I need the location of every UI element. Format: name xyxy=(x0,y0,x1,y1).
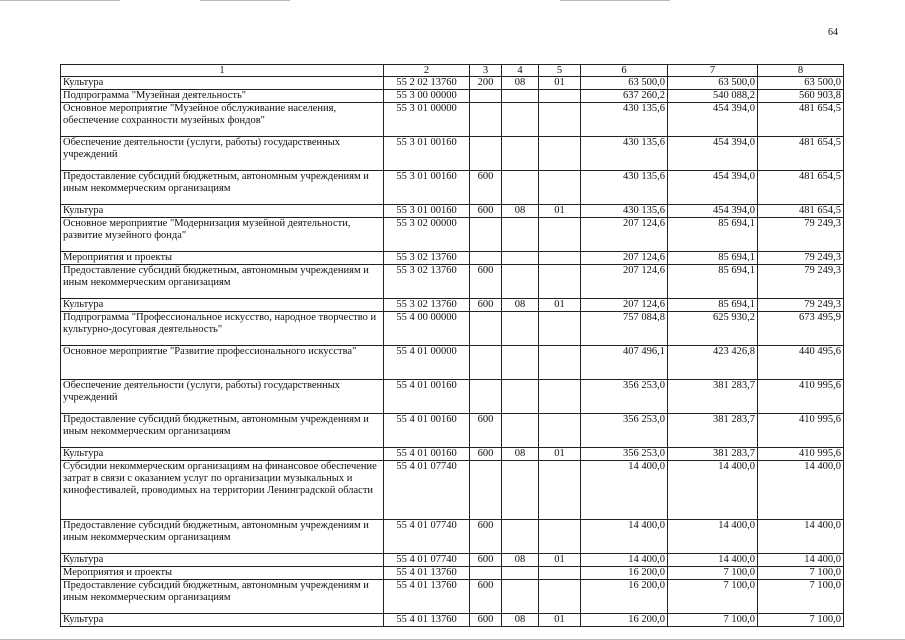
col-header: 2 xyxy=(384,65,470,77)
table-row xyxy=(61,346,844,380)
table-row xyxy=(61,448,844,461)
row-subsection xyxy=(539,312,581,346)
row-value-6: 63 500,0 xyxy=(581,77,668,90)
row-code: 55 3 00 00000 xyxy=(384,90,470,103)
row-type-code xyxy=(470,380,502,414)
table-row xyxy=(61,77,844,90)
table-row xyxy=(61,299,844,312)
row-value-7: 85 694,1 xyxy=(668,265,758,299)
table-row xyxy=(61,137,844,171)
row-type-code xyxy=(470,567,502,580)
row-code: 55 3 02 00000 xyxy=(384,218,470,252)
row-code: 55 4 01 00160 xyxy=(384,380,470,414)
row-value-7: 7 100,0 xyxy=(668,567,758,580)
row-code: 55 4 01 13760 xyxy=(384,580,470,614)
row-value-6: 757 084,8 xyxy=(581,312,668,346)
row-subsection xyxy=(539,520,581,554)
row-section xyxy=(502,265,539,299)
row-value-6: 356 253,0 xyxy=(581,448,668,461)
row-value-8: 481 654,5 xyxy=(758,103,844,137)
row-subsection xyxy=(539,171,581,205)
table-row xyxy=(61,90,844,103)
row-name: Предоставление субсидий бюджетным, автономным учреждениям и иным некоммерческим организациям xyxy=(61,414,384,448)
row-section xyxy=(502,312,539,346)
row-value-7: 540 088,2 xyxy=(668,90,758,103)
row-value-7: 381 283,7 xyxy=(668,414,758,448)
row-subsection xyxy=(539,380,581,414)
row-section: 08 xyxy=(502,554,539,567)
table-row xyxy=(61,265,844,299)
row-value-8: 14 400,0 xyxy=(758,520,844,554)
table-row xyxy=(61,520,844,554)
row-value-8: 14 400,0 xyxy=(758,554,844,567)
row-section xyxy=(502,90,539,103)
row-value-7: 85 694,1 xyxy=(668,299,758,312)
table-row xyxy=(61,312,844,346)
row-name: Культура xyxy=(61,205,384,218)
row-code: 55 4 00 00000 xyxy=(384,312,470,346)
row-section xyxy=(502,171,539,205)
row-value-6: 207 124,6 xyxy=(581,299,668,312)
row-section: 08 xyxy=(502,77,539,90)
row-subsection xyxy=(539,461,581,520)
row-name: Культура xyxy=(61,614,384,627)
row-name: Субсидии некоммерческим организациям на финансовое обеспечение затрат в связи с оказанием услуг по организации музыкальных и кинофестивалей, проводимых на территории Ленинградской области xyxy=(61,461,384,520)
row-value-8: 410 995,6 xyxy=(758,414,844,448)
row-code: 55 3 01 00000 xyxy=(384,103,470,137)
row-value-7: 454 394,0 xyxy=(668,137,758,171)
row-name: Подпрограмма "Профессиональное искусство, народное творчество и культурно-досуговая деятельность" xyxy=(61,312,384,346)
row-value-6: 16 200,0 xyxy=(581,614,668,627)
row-type-code: 600 xyxy=(470,554,502,567)
row-name: Обеспечение деятельности (услуги, работы) государственных учреждений xyxy=(61,380,384,414)
row-type-code: 200 xyxy=(470,77,502,90)
scan-edge-line xyxy=(200,0,290,1)
row-type-code: 600 xyxy=(470,265,502,299)
scan-edge-line xyxy=(560,0,670,1)
row-name: Подпрограмма "Музейная деятельность" xyxy=(61,90,384,103)
row-subsection: 01 xyxy=(539,77,581,90)
row-value-6: 207 124,6 xyxy=(581,265,668,299)
row-value-6: 16 200,0 xyxy=(581,580,668,614)
row-value-8: 14 400,0 xyxy=(758,461,844,520)
table-row xyxy=(61,218,844,252)
row-name: Культура xyxy=(61,554,384,567)
row-type-code: 600 xyxy=(470,171,502,205)
row-value-7: 14 400,0 xyxy=(668,461,758,520)
row-subsection xyxy=(539,90,581,103)
row-value-6: 14 400,0 xyxy=(581,554,668,567)
row-value-6: 356 253,0 xyxy=(581,380,668,414)
row-type-code xyxy=(470,461,502,520)
table-row xyxy=(61,461,844,520)
col-header: 4 xyxy=(502,65,539,77)
row-section xyxy=(502,567,539,580)
row-value-6: 14 400,0 xyxy=(581,461,668,520)
table-row xyxy=(61,614,844,627)
row-value-7: 85 694,1 xyxy=(668,218,758,252)
row-value-8: 63 500,0 xyxy=(758,77,844,90)
page-number: 64 xyxy=(828,27,838,38)
row-name: Культура xyxy=(61,77,384,90)
header-row xyxy=(61,65,844,77)
row-name: Предоставление субсидий бюджетным, автономным учреждениям и иным некоммерческим организациям xyxy=(61,171,384,205)
row-subsection xyxy=(539,580,581,614)
row-value-7: 63 500,0 xyxy=(668,77,758,90)
col-header: 8 xyxy=(758,65,844,77)
row-value-7: 14 400,0 xyxy=(668,554,758,567)
row-value-8: 7 100,0 xyxy=(758,614,844,627)
row-name: Культура xyxy=(61,448,384,461)
row-name: Основное мероприятие "Музейное обслуживание населения, обеспечение сохранности музейных фондов" xyxy=(61,103,384,137)
row-name: Основное мероприятие "Модернизация музейной деятельности, развитие музейного фонда" xyxy=(61,218,384,252)
row-value-6: 16 200,0 xyxy=(581,567,668,580)
row-subsection xyxy=(539,346,581,380)
row-code: 55 4 01 00160 xyxy=(384,448,470,461)
row-code: 55 4 01 00000 xyxy=(384,346,470,380)
row-value-6: 356 253,0 xyxy=(581,414,668,448)
row-subsection: 01 xyxy=(539,614,581,627)
row-value-7: 7 100,0 xyxy=(668,614,758,627)
row-type-code xyxy=(470,137,502,171)
row-subsection xyxy=(539,252,581,265)
row-subsection xyxy=(539,218,581,252)
row-section xyxy=(502,346,539,380)
row-value-7: 454 394,0 xyxy=(668,171,758,205)
row-code: 55 4 01 00160 xyxy=(384,414,470,448)
row-value-8: 481 654,5 xyxy=(758,171,844,205)
row-value-7: 381 283,7 xyxy=(668,448,758,461)
col-header: 7 xyxy=(668,65,758,77)
row-type-code: 600 xyxy=(470,580,502,614)
col-header: 3 xyxy=(470,65,502,77)
row-name: Предоставление субсидий бюджетным, автономным учреждениям и иным некоммерческим организациям xyxy=(61,265,384,299)
table-row xyxy=(61,580,844,614)
row-value-8: 79 249,3 xyxy=(758,252,844,265)
row-section xyxy=(502,380,539,414)
row-code: 55 4 01 07740 xyxy=(384,520,470,554)
row-value-8: 440 495,6 xyxy=(758,346,844,380)
row-value-8: 7 100,0 xyxy=(758,580,844,614)
row-code: 55 4 01 13760 xyxy=(384,567,470,580)
row-type-code: 600 xyxy=(470,448,502,461)
row-value-7: 381 283,7 xyxy=(668,380,758,414)
row-name: Предоставление субсидий бюджетным, автономным учреждениям и иным некоммерческим организациям xyxy=(61,580,384,614)
row-value-6: 430 135,6 xyxy=(581,137,668,171)
row-value-8: 410 995,6 xyxy=(758,448,844,461)
row-value-7: 423 426,8 xyxy=(668,346,758,380)
row-value-8: 481 654,5 xyxy=(758,205,844,218)
row-value-6: 407 496,1 xyxy=(581,346,668,380)
row-code: 55 4 01 13760 xyxy=(384,614,470,627)
row-value-8: 79 249,3 xyxy=(758,218,844,252)
table-body xyxy=(61,77,844,627)
row-type-code: 600 xyxy=(470,614,502,627)
row-code: 55 4 01 07740 xyxy=(384,461,470,520)
row-value-8: 673 495,9 xyxy=(758,312,844,346)
row-subsection xyxy=(539,137,581,171)
row-type-code: 600 xyxy=(470,414,502,448)
col-header: 5 xyxy=(539,65,581,77)
row-name: Культура xyxy=(61,299,384,312)
row-code: 55 3 02 13760 xyxy=(384,252,470,265)
row-subsection: 01 xyxy=(539,554,581,567)
row-subsection xyxy=(539,265,581,299)
row-section: 08 xyxy=(502,299,539,312)
row-name: Мероприятия и проекты xyxy=(61,252,384,265)
row-section xyxy=(502,218,539,252)
row-section xyxy=(502,103,539,137)
row-value-7: 625 930,2 xyxy=(668,312,758,346)
row-type-code xyxy=(470,90,502,103)
row-type-code: 600 xyxy=(470,299,502,312)
table-row xyxy=(61,103,844,137)
row-code: 55 3 01 00160 xyxy=(384,171,470,205)
row-code: 55 3 02 13760 xyxy=(384,265,470,299)
row-value-7: 454 394,0 xyxy=(668,205,758,218)
row-section xyxy=(502,414,539,448)
row-value-6: 430 135,6 xyxy=(581,103,668,137)
row-subsection: 01 xyxy=(539,299,581,312)
table-row xyxy=(61,171,844,205)
table-row xyxy=(61,380,844,414)
row-subsection: 01 xyxy=(539,448,581,461)
row-section: 08 xyxy=(502,448,539,461)
row-type-code xyxy=(470,312,502,346)
row-code: 55 3 01 00160 xyxy=(384,205,470,218)
row-type-code xyxy=(470,218,502,252)
row-type-code: 600 xyxy=(470,205,502,218)
row-value-6: 430 135,6 xyxy=(581,205,668,218)
row-value-7: 7 100,0 xyxy=(668,580,758,614)
row-code: 55 2 02 13760 xyxy=(384,77,470,90)
row-code: 55 3 01 00160 xyxy=(384,137,470,171)
row-value-7: 454 394,0 xyxy=(668,103,758,137)
row-code: 55 3 02 13760 xyxy=(384,299,470,312)
row-section xyxy=(502,252,539,265)
row-type-code: 600 xyxy=(470,520,502,554)
row-name: Основное мероприятие "Развитие профессионального искусства" xyxy=(61,346,384,380)
row-value-6: 430 135,6 xyxy=(581,171,668,205)
row-type-code xyxy=(470,252,502,265)
row-subsection xyxy=(539,567,581,580)
row-value-8: 7 100,0 xyxy=(758,567,844,580)
row-value-6: 207 124,6 xyxy=(581,252,668,265)
row-section xyxy=(502,137,539,171)
row-value-6: 637 260,2 xyxy=(581,90,668,103)
row-value-7: 14 400,0 xyxy=(668,520,758,554)
row-type-code xyxy=(470,346,502,380)
scan-edge-line xyxy=(0,0,120,1)
table-row xyxy=(61,252,844,265)
row-subsection xyxy=(539,414,581,448)
row-value-8: 79 249,3 xyxy=(758,265,844,299)
row-subsection: 01 xyxy=(539,205,581,218)
col-header: 1 xyxy=(61,65,384,77)
row-value-8: 410 995,6 xyxy=(758,380,844,414)
row-subsection xyxy=(539,103,581,137)
col-header: 6 xyxy=(581,65,668,77)
row-section xyxy=(502,461,539,520)
table-row xyxy=(61,554,844,567)
row-section: 08 xyxy=(502,614,539,627)
row-section xyxy=(502,520,539,554)
row-value-8: 560 903,8 xyxy=(758,90,844,103)
row-code: 55 4 01 07740 xyxy=(384,554,470,567)
table-row xyxy=(61,205,844,218)
table-row xyxy=(61,567,844,580)
row-value-8: 481 654,5 xyxy=(758,137,844,171)
budget-table xyxy=(60,64,844,627)
row-value-6: 207 124,6 xyxy=(581,218,668,252)
row-type-code xyxy=(470,103,502,137)
row-value-6: 14 400,0 xyxy=(581,520,668,554)
table-row xyxy=(61,414,844,448)
row-name: Мероприятия и проекты xyxy=(61,567,384,580)
row-section xyxy=(502,580,539,614)
row-name: Обеспечение деятельности (услуги, работы) государственных учреждений xyxy=(61,137,384,171)
row-section: 08 xyxy=(502,205,539,218)
row-name: Предоставление субсидий бюджетным, автономным учреждениям и иным некоммерческим организациям xyxy=(61,520,384,554)
row-value-8: 79 249,3 xyxy=(758,299,844,312)
row-value-7: 85 694,1 xyxy=(668,252,758,265)
